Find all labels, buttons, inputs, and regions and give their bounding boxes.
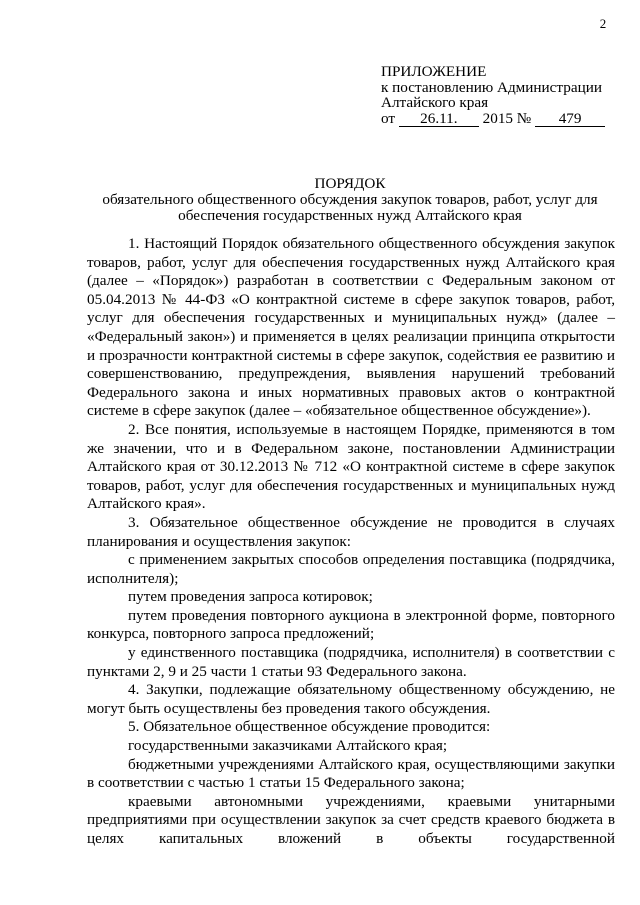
page-number: 2: [599, 16, 607, 31]
paragraph-4: 4. Закупки, подлежащие обязательному общественному обсуждению, не могут быть осуществлены без проведения такого обсуждения.: [87, 681, 615, 717]
appendix-line-1: к постановлению Администрации: [381, 78, 602, 96]
paragraph-5-item-3: краевыми автономными учреждениями, краевыми унитарными предприятиями при осуществлении закупок за счет средств краевого бюджета в целях капитальных вложений в объекты государственной: [87, 792, 615, 847]
paragraph-5-item-2: бюджетными учреждениями Алтайского края, осуществляющими закупки в соответствии с частью 1 статьи 15 Федерального закона;: [87, 755, 615, 792]
year-text: 2015 №: [482, 109, 532, 127]
paragraph-5-item-1: государственными заказчиками Алтайского края;: [128, 737, 448, 755]
title-subtitle: обязательного общественного обсуждения закупок товаров, работ, услуг для обеспечения государственных нужд Алтайского края: [102, 191, 598, 224]
appendix-block: [381, 64, 631, 127]
date-prefix: от: [381, 109, 396, 127]
document-title: [86, 176, 614, 224]
title-heading: ПОРЯДОК: [314, 175, 386, 192]
appendix-line-2: Алтайского края: [381, 94, 489, 111]
paragraph-3-item-4: у единственного поставщика (подрядчика, исполнителя) в соответствии с пунктами 2, 9 и 25 части 1 статьи 93 Федерального закона.: [87, 644, 615, 680]
paragraph-3-item-2: путем проведения запроса котировок;: [128, 588, 373, 606]
paragraph-3-item-1: с применением закрытых способов определения поставщика (подрядчика, исполнителя);: [87, 551, 615, 587]
document-number: 479: [535, 112, 605, 127]
paragraph-3: 3. Обязательное общественное обсуждение не проводится в случаях планирования и осуществления закупок:: [87, 513, 615, 550]
paragraph-1: 1. Настоящий Порядок обязательного общественного обсуждения закупок товаров, работ, услуг для обеспечения государственных нужд Алтайского края (далее – «Порядок») разработан в соответствии с Федеральным законом от 05.04.2013 № 44-ФЗ «О контрактной системе в сфере закупок товаров, работ, услуг для обеспечения государственных и муниципальных нужд» (далее – «Федеральный закон») и применяется в целях реализации принципа открытости и прозрачности контрактной системы в сфере закупок, содействия ее развитию и совершенствованию, предупреждения, выявления нарушений требований Федерального закона и иных нормативных правовых актов о контрактной системе в сфере закупок (далее – «обязательное общественное обсуждение»).: [87, 235, 615, 420]
paragraph-3-item-3: путем проведения повторного аукциона в электронной форме, повторного конкурса, повторного запроса предложений;: [87, 606, 615, 643]
document-body: [87, 235, 615, 849]
paragraph-2: 2. Все понятия, используемые в настоящем Порядке, применяются в том же значении, что и в Федеральном законе, постановлении Администрации Алтайского края от 30.12.2013 № 712 «О контрактной системе в сфере закупок товаров, работ, услуг для обеспечения государственных и муниципальных нужд Алтайского края».: [87, 420, 615, 513]
paragraph-5: 5. Обязательное общественное обсуждение проводится:: [128, 718, 491, 736]
appendix-date-line: [381, 111, 631, 127]
appendix-title: ПРИЛОЖЕНИЕ: [381, 63, 487, 80]
date-value: 26.11.: [399, 112, 479, 127]
